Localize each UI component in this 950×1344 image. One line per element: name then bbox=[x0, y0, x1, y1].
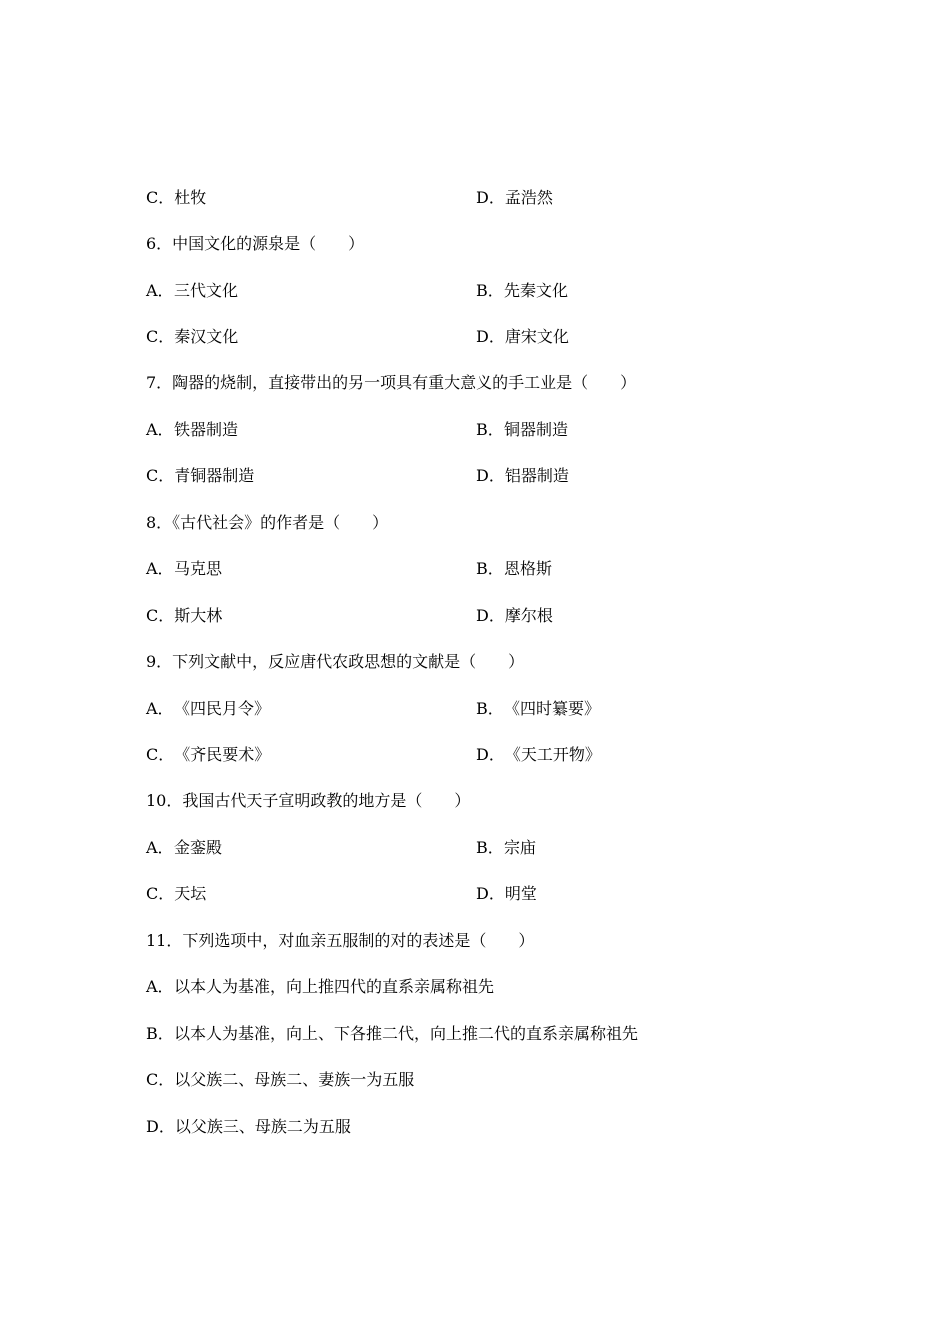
option-a bbox=[146, 279, 238, 303]
option-text: 金銮殿 bbox=[174, 838, 223, 857]
option-text: 明堂 bbox=[504, 884, 537, 903]
option-b bbox=[476, 697, 600, 721]
option-b bbox=[146, 1022, 638, 1046]
option-letter: C． bbox=[146, 606, 175, 625]
option-c bbox=[146, 604, 222, 628]
option-row bbox=[146, 697, 846, 721]
option-row bbox=[146, 418, 846, 442]
option-c bbox=[146, 1068, 414, 1092]
option-text: 宗庙 bbox=[504, 838, 537, 857]
option-row bbox=[146, 279, 846, 303]
option-b bbox=[476, 279, 568, 303]
option-letter: C． bbox=[146, 1070, 175, 1089]
option-b bbox=[476, 836, 536, 860]
option-a bbox=[146, 697, 270, 721]
option-letter: A． bbox=[146, 838, 174, 857]
option-letter: A． bbox=[146, 977, 174, 996]
question-9-stem: 9．下列文献中，反应唐代农政思想的文献是（ ） bbox=[146, 652, 525, 671]
option-text: 青铜器制造 bbox=[174, 466, 255, 485]
option-d bbox=[476, 325, 569, 349]
option-text: 《齐民要术》 bbox=[174, 745, 271, 764]
option-text: 天坛 bbox=[174, 884, 207, 903]
option-a bbox=[146, 975, 494, 999]
option-a bbox=[146, 836, 222, 860]
option-text: 唐宋文化 bbox=[504, 327, 569, 346]
option-text: 斯大林 bbox=[174, 606, 223, 625]
option-letter: A． bbox=[146, 559, 174, 578]
option-d bbox=[476, 743, 601, 767]
option-letter: D． bbox=[476, 745, 505, 764]
option-letter: B． bbox=[476, 420, 504, 439]
option-letter: B． bbox=[476, 559, 504, 578]
option-c bbox=[146, 464, 254, 488]
option-text: 三代文化 bbox=[174, 281, 239, 300]
option-row bbox=[146, 604, 846, 628]
option-letter: C． bbox=[146, 745, 175, 764]
option-a bbox=[146, 418, 238, 442]
option-text: 秦汉文化 bbox=[174, 327, 239, 346]
option-text: 以本人为基准，向上推四代的直系亲属称祖先 bbox=[174, 977, 495, 996]
option-text: 恩格斯 bbox=[504, 559, 553, 578]
option-text: 《四民月令》 bbox=[174, 699, 271, 718]
option-row bbox=[146, 325, 846, 349]
option-c bbox=[146, 882, 206, 906]
option-letter: C． bbox=[146, 884, 175, 903]
option-text: 《四时纂要》 bbox=[504, 699, 601, 718]
option-d bbox=[476, 186, 553, 210]
option-c bbox=[146, 325, 238, 349]
option-text: 孟浩然 bbox=[504, 188, 553, 207]
option-text: 摩尔根 bbox=[504, 606, 553, 625]
option-text: 铜器制造 bbox=[504, 420, 569, 439]
option-letter: B． bbox=[146, 1024, 174, 1043]
option-row bbox=[146, 836, 846, 860]
option-row bbox=[146, 743, 846, 767]
option-letter: D． bbox=[476, 884, 505, 903]
option-letter: C． bbox=[146, 466, 175, 485]
question-8-stem: 8．《古代社会》的作者是（ ） bbox=[146, 513, 389, 532]
option-text: 以本人为基准，向上、下各推二代，向上推二代的直系亲属称祖先 bbox=[174, 1024, 639, 1043]
option-a bbox=[146, 557, 222, 581]
option-text: 杜牧 bbox=[174, 188, 207, 207]
option-row bbox=[146, 882, 846, 906]
option-letter: A． bbox=[146, 281, 174, 300]
option-row bbox=[146, 186, 846, 210]
option-letter: A． bbox=[146, 420, 174, 439]
option-text: 《天工开物》 bbox=[504, 745, 601, 764]
option-letter: D． bbox=[476, 466, 505, 485]
option-letter: D． bbox=[146, 1117, 175, 1136]
option-letter: D． bbox=[476, 188, 505, 207]
option-text: 马克思 bbox=[174, 559, 223, 578]
option-row bbox=[146, 557, 846, 581]
option-text: 以父族三、母族二为五服 bbox=[174, 1117, 351, 1136]
option-text: 铝器制造 bbox=[504, 466, 569, 485]
option-text: 先秦文化 bbox=[504, 281, 569, 300]
option-letter: C． bbox=[146, 327, 175, 346]
option-c bbox=[146, 743, 270, 767]
option-b bbox=[476, 418, 568, 442]
question-6-stem: 6．中国文化的源泉是（ ） bbox=[146, 234, 365, 253]
question-11-stem: 11．下列选项中，对血亲五服制的对的表述是（ ） bbox=[146, 931, 535, 950]
option-c bbox=[146, 186, 206, 210]
option-letter: B． bbox=[476, 281, 504, 300]
option-b bbox=[476, 557, 552, 581]
question-7-stem: 7．陶器的烧制，直接带出的另一项具有重大意义的手工业是（ ） bbox=[146, 373, 637, 392]
option-row bbox=[146, 464, 846, 488]
option-text: 以父族二、母族二、妻族一为五服 bbox=[174, 1070, 415, 1089]
option-d bbox=[476, 464, 569, 488]
option-d bbox=[476, 882, 537, 906]
option-letter: D． bbox=[476, 606, 505, 625]
option-text: 铁器制造 bbox=[174, 420, 239, 439]
option-letter: B． bbox=[476, 838, 504, 857]
option-letter: B． bbox=[476, 699, 504, 718]
option-letter: C． bbox=[146, 188, 175, 207]
question-10-stem: 10．我国古代天子宣明政教的地方是（ ） bbox=[146, 791, 471, 810]
option-d bbox=[146, 1115, 351, 1139]
option-letter: A． bbox=[146, 699, 174, 718]
option-letter: D． bbox=[476, 327, 505, 346]
option-d bbox=[476, 604, 553, 628]
